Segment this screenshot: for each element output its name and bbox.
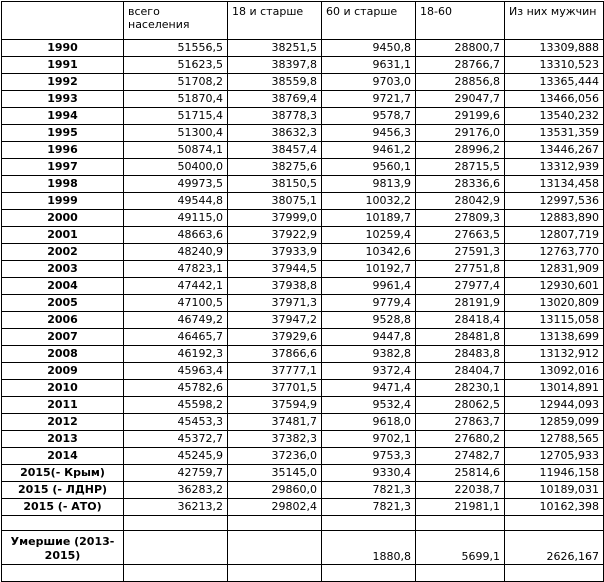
age-18-plus-cell: 37777,1 (228, 363, 322, 380)
men-cell: 12944,093 (505, 397, 604, 414)
age-60-plus-cell: 9382,8 (322, 346, 416, 363)
table-row (2, 142, 604, 159)
age-18-plus-cell: 38632,3 (228, 125, 322, 142)
total-population-cell: 49544,8 (124, 193, 228, 210)
age-18-60-cell: 28715,5 (416, 159, 505, 176)
total-population-cell: 51300,4 (124, 125, 228, 142)
row-year-cell: 1997 (2, 159, 124, 176)
table-row (2, 193, 604, 210)
table-row (2, 431, 604, 448)
table-row (2, 227, 604, 244)
age-18-plus-cell: 37938,8 (228, 278, 322, 295)
age-18-plus-cell: 38457,4 (228, 142, 322, 159)
age-60-plus-cell: 9631,1 (322, 57, 416, 74)
summary-total (124, 531, 228, 565)
age-18-60-cell: 27751,8 (416, 261, 505, 278)
age-60-plus-cell: 9961,4 (322, 278, 416, 295)
age-18-plus-cell: 37999,0 (228, 210, 322, 227)
total-population-cell: 48663,6 (124, 227, 228, 244)
table-row (2, 57, 604, 74)
row-year-cell: 2010 (2, 380, 124, 397)
row-year-cell: 2015 (- ЛДНР) (2, 482, 124, 499)
age-18-60-cell: 28856,8 (416, 74, 505, 91)
age-18-plus-cell: 38150,5 (228, 176, 322, 193)
table-row (2, 210, 604, 227)
men-cell: 13310,523 (505, 57, 604, 74)
summary-men: 2626,167 (505, 531, 604, 565)
summary-60-and-older: 1880,8 (322, 531, 416, 565)
table-row (2, 329, 604, 346)
row-year-cell: 1999 (2, 193, 124, 210)
age-60-plus-cell: 9461,2 (322, 142, 416, 159)
table-row (2, 363, 604, 380)
age-60-plus-cell: 9753,3 (322, 448, 416, 465)
total-population-cell: 47442,1 (124, 278, 228, 295)
table-row (2, 482, 604, 499)
total-population-cell: 51556,5 (124, 40, 228, 57)
age-18-plus-cell: 37701,5 (228, 380, 322, 397)
age-18-plus-cell: 38397,8 (228, 57, 322, 74)
age-18-plus-cell: 38075,1 (228, 193, 322, 210)
men-cell: 13312,939 (505, 159, 604, 176)
age-18-plus-cell: 38559,8 (228, 74, 322, 91)
age-18-60-cell: 27591,3 (416, 244, 505, 261)
row-year-cell: 2000 (2, 210, 124, 227)
age-18-60-cell: 25814,6 (416, 465, 505, 482)
population-table (1, 1, 604, 582)
age-18-60-cell: 28062,5 (416, 397, 505, 414)
age-60-plus-cell: 9703,0 (322, 74, 416, 91)
total-population-cell: 45963,4 (124, 363, 228, 380)
row-year-cell: 2007 (2, 329, 124, 346)
total-population-cell: 42759,7 (124, 465, 228, 482)
age-60-plus-cell: 10032,2 (322, 193, 416, 210)
age-60-plus-cell: 9578,7 (322, 108, 416, 125)
total-population-cell: 48240,9 (124, 244, 228, 261)
age-18-60-cell: 21981,1 (416, 499, 505, 516)
total-population-cell: 50874,1 (124, 142, 228, 159)
age-18-60-cell: 22038,7 (416, 482, 505, 499)
age-60-plus-cell: 10259,4 (322, 227, 416, 244)
age-18-60-cell: 28996,2 (416, 142, 505, 159)
age-18-60-cell: 28191,9 (416, 295, 505, 312)
age-18-plus-cell: 37971,3 (228, 295, 322, 312)
age-18-60-cell: 28481,8 (416, 329, 505, 346)
age-18-60-cell: 27977,4 (416, 278, 505, 295)
age-18-60-cell: 29047,7 (416, 91, 505, 108)
row-year-cell: 2001 (2, 227, 124, 244)
age-18-plus-cell: 38275,6 (228, 159, 322, 176)
age-60-plus-cell: 9779,4 (322, 295, 416, 312)
table-cell (322, 516, 416, 531)
age-18-60-cell: 28766,7 (416, 57, 505, 74)
age-60-plus-cell: 10189,7 (322, 210, 416, 227)
row-year-cell: 2006 (2, 312, 124, 329)
total-population-cell: 51870,4 (124, 91, 228, 108)
table-cell (228, 516, 322, 531)
table-row (2, 346, 604, 363)
age-18-60-cell: 28404,7 (416, 363, 505, 380)
total-population-cell: 49115,0 (124, 210, 228, 227)
header-cell-total-population: всего населения (124, 2, 228, 40)
total-population-cell: 49973,5 (124, 176, 228, 193)
row-year-cell: 2004 (2, 278, 124, 295)
blank-row (2, 565, 604, 582)
men-cell: 12859,099 (505, 414, 604, 431)
table-row (2, 448, 604, 465)
age-18-plus-cell: 35145,0 (228, 465, 322, 482)
table-row (2, 125, 604, 142)
men-cell: 13446,267 (505, 142, 604, 159)
total-population-cell: 45782,6 (124, 380, 228, 397)
total-population-cell: 45453,3 (124, 414, 228, 431)
row-year-cell: 2015(- Крым) (2, 465, 124, 482)
total-population-cell: 46192,3 (124, 346, 228, 363)
age-18-60-cell: 28230,1 (416, 380, 505, 397)
row-year-cell: 2012 (2, 414, 124, 431)
row-year-cell: 2005 (2, 295, 124, 312)
summary-label: Умершие (2013-2015) (2, 531, 124, 565)
age-18-60-cell: 28800,7 (416, 40, 505, 57)
row-year-cell: 1993 (2, 91, 124, 108)
age-18-60-cell: 28336,6 (416, 176, 505, 193)
total-population-cell: 45245,9 (124, 448, 228, 465)
table-cell (124, 516, 228, 531)
age-60-plus-cell: 10342,6 (322, 244, 416, 261)
age-18-60-cell: 27663,5 (416, 227, 505, 244)
men-cell: 13138,699 (505, 329, 604, 346)
table-row (2, 295, 604, 312)
age-60-plus-cell: 9560,1 (322, 159, 416, 176)
row-year-cell: 1996 (2, 142, 124, 159)
men-cell: 12883,890 (505, 210, 604, 227)
row-year-cell: 1995 (2, 125, 124, 142)
table-row (2, 499, 604, 516)
table-row (2, 244, 604, 261)
men-cell: 12831,909 (505, 261, 604, 278)
row-year-cell: 1991 (2, 57, 124, 74)
row-year-cell: 2014 (2, 448, 124, 465)
men-cell: 13020,809 (505, 295, 604, 312)
row-year-cell: 2002 (2, 244, 124, 261)
men-cell: 12997,536 (505, 193, 604, 210)
row-year-cell: 2015 (- АТО) (2, 499, 124, 516)
total-population-cell: 45372,7 (124, 431, 228, 448)
row-year-cell: 1992 (2, 74, 124, 91)
age-18-60-cell: 29199,6 (416, 108, 505, 125)
age-60-plus-cell: 7821,3 (322, 499, 416, 516)
men-cell: 11946,158 (505, 465, 604, 482)
total-population-cell: 51715,4 (124, 108, 228, 125)
row-year-cell: 2011 (2, 397, 124, 414)
age-60-plus-cell: 10192,7 (322, 261, 416, 278)
row-year-cell: 2009 (2, 363, 124, 380)
age-18-60-cell: 27863,7 (416, 414, 505, 431)
age-18-plus-cell: 37382,3 (228, 431, 322, 448)
table-cell (228, 565, 322, 582)
table-row (2, 108, 604, 125)
row-year-cell: 2008 (2, 346, 124, 363)
age-18-plus-cell: 37933,9 (228, 244, 322, 261)
table-row (2, 261, 604, 278)
table-cell (124, 565, 228, 582)
men-cell: 12788,565 (505, 431, 604, 448)
age-18-plus-cell: 37929,6 (228, 329, 322, 346)
table-row (2, 278, 604, 295)
header-cell-year (2, 2, 124, 40)
men-cell: 12807,719 (505, 227, 604, 244)
age-60-plus-cell: 9618,0 (322, 414, 416, 431)
table-cell (505, 516, 604, 531)
age-18-plus-cell: 29802,4 (228, 499, 322, 516)
men-cell: 13540,232 (505, 108, 604, 125)
row-year-cell: 2003 (2, 261, 124, 278)
men-cell: 13092,016 (505, 363, 604, 380)
age-18-plus-cell: 37236,0 (228, 448, 322, 465)
total-population-cell: 51623,5 (124, 57, 228, 74)
men-cell: 12763,770 (505, 244, 604, 261)
age-18-60-cell: 28418,4 (416, 312, 505, 329)
age-60-plus-cell: 9471,4 (322, 380, 416, 397)
table-row (2, 414, 604, 431)
age-60-plus-cell: 9456,3 (322, 125, 416, 142)
men-cell: 10162,398 (505, 499, 604, 516)
total-population-cell: 50400,0 (124, 159, 228, 176)
men-cell: 10189,031 (505, 482, 604, 499)
table-row (2, 397, 604, 414)
total-population-cell: 36283,2 (124, 482, 228, 499)
age-18-plus-cell: 37922,9 (228, 227, 322, 244)
table-row (2, 312, 604, 329)
age-60-plus-cell: 7821,3 (322, 482, 416, 499)
table-body (2, 40, 604, 516)
header-row (2, 2, 604, 40)
table-row (2, 380, 604, 397)
row-year-cell: 2013 (2, 431, 124, 448)
table-row (2, 74, 604, 91)
table-row (2, 91, 604, 108)
header-cell-18-and-older: 18 и старше (228, 2, 322, 40)
age-18-60-cell: 28483,8 (416, 346, 505, 363)
age-60-plus-cell: 9372,4 (322, 363, 416, 380)
age-18-60-cell: 27809,3 (416, 210, 505, 227)
table-row (2, 465, 604, 482)
table-cell (416, 516, 505, 531)
age-18-60-cell: 29176,0 (416, 125, 505, 142)
summary-18-and-older (228, 531, 322, 565)
men-cell: 13466,056 (505, 91, 604, 108)
total-population-cell: 46465,7 (124, 329, 228, 346)
age-18-plus-cell: 37594,9 (228, 397, 322, 414)
men-cell: 13365,444 (505, 74, 604, 91)
age-60-plus-cell: 9702,1 (322, 431, 416, 448)
age-18-plus-cell: 38251,5 (228, 40, 322, 57)
age-18-plus-cell: 37866,6 (228, 346, 322, 363)
men-cell: 13014,891 (505, 380, 604, 397)
total-population-cell: 51708,2 (124, 74, 228, 91)
table-row (2, 159, 604, 176)
table-cell (505, 565, 604, 582)
total-population-cell: 47100,5 (124, 295, 228, 312)
men-cell: 13309,888 (505, 40, 604, 57)
age-18-60-cell: 27680,2 (416, 431, 505, 448)
header-cell-18-60: 18-60 (416, 2, 505, 40)
row-year-cell: 1998 (2, 176, 124, 193)
blank-row (2, 516, 604, 531)
age-60-plus-cell: 9330,4 (322, 465, 416, 482)
age-18-60-cell: 27482,7 (416, 448, 505, 465)
age-18-plus-cell: 37947,2 (228, 312, 322, 329)
men-cell: 12705,933 (505, 448, 604, 465)
age-18-plus-cell: 37481,7 (228, 414, 322, 431)
total-population-cell: 36213,2 (124, 499, 228, 516)
men-cell: 13132,912 (505, 346, 604, 363)
age-60-plus-cell: 9528,8 (322, 312, 416, 329)
summary-row-deceased (2, 531, 604, 565)
men-cell: 13531,359 (505, 125, 604, 142)
row-year-cell: 1994 (2, 108, 124, 125)
age-60-plus-cell: 9721,7 (322, 91, 416, 108)
age-18-plus-cell: 37944,5 (228, 261, 322, 278)
table-row (2, 40, 604, 57)
age-60-plus-cell: 9532,4 (322, 397, 416, 414)
total-population-cell: 46749,2 (124, 312, 228, 329)
table-cell (322, 565, 416, 582)
men-cell: 13115,058 (505, 312, 604, 329)
age-18-plus-cell: 38778,3 (228, 108, 322, 125)
table-cell (416, 565, 505, 582)
total-population-cell: 45598,2 (124, 397, 228, 414)
men-cell: 13134,458 (505, 176, 604, 193)
header-cell-men: Из них мужчин (505, 2, 604, 40)
summary-18-60: 5699,1 (416, 531, 505, 565)
total-population-cell: 47823,1 (124, 261, 228, 278)
table-cell (2, 516, 124, 531)
header-cell-60-and-older: 60 и старше (322, 2, 416, 40)
age-18-60-cell: 28042,9 (416, 193, 505, 210)
age-18-plus-cell: 29860,0 (228, 482, 322, 499)
summary-section (2, 516, 604, 582)
age-60-plus-cell: 9450,8 (322, 40, 416, 57)
table-row (2, 176, 604, 193)
row-year-cell: 1990 (2, 40, 124, 57)
age-60-plus-cell: 9813,9 (322, 176, 416, 193)
men-cell: 12930,601 (505, 278, 604, 295)
age-18-plus-cell: 38769,4 (228, 91, 322, 108)
age-60-plus-cell: 9447,8 (322, 329, 416, 346)
table-cell (2, 565, 124, 582)
